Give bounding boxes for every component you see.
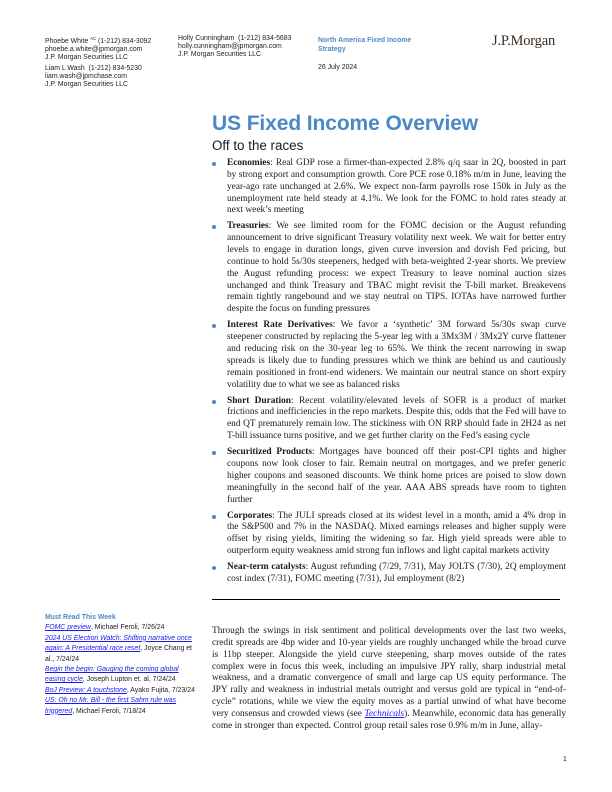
bullet-dot-icon bbox=[212, 225, 216, 229]
bullet-treasuries bbox=[212, 221, 566, 316]
page-number: 1 bbox=[563, 756, 567, 763]
author-firm: J.P. Morgan Securities LLC bbox=[178, 51, 261, 59]
department-label: North America Fixed Income Strategy bbox=[318, 37, 412, 53]
section-divider bbox=[212, 599, 560, 600]
bullet-text: : We see limited room for the FOMC decision or the August refunding announcement to drive significant Treasury volatility next week. We wait for better entry levels to engage in duration longs, given curve inversion and dovish Fed pricing, but continue to hold 5s/30s steepeners, hedged with beta-weighted 2-year shorts. We preview the August refunding process: we expect Treasury to leave nominal auction sizes unchanged and think Treasury and TBAC might revisit the T-bill market. Breakevens remain tightly rangebound and we stay neutral on TIPS. IOTAs have narrowed further despite the focus on funding pressures bbox=[227, 221, 566, 315]
bullet-dot-icon bbox=[212, 451, 216, 455]
author-name: Holly Cunningham bbox=[178, 35, 235, 42]
sidebar-link[interactable]: BoJ Preview: A touchstone bbox=[45, 686, 127, 694]
page-title: US Fixed Income Overview bbox=[212, 112, 479, 135]
sidebar-item bbox=[45, 623, 195, 633]
sidebar-link[interactable]: 2024 US Election Watch: Shifting narrative once again: A Presidential race reset bbox=[45, 634, 192, 653]
body-text-before: Through the swings in risk sentiment and political developments over the last two weeks, credit spreads are 4bp wider and 10-year yields are roughly unchanged while the broad curve is 11bp steeper. Alongside the yield curve steepening, sharp moves outside of the rates complex were in focus this week, including an impulsive JPY rally, sharp industrial metal weakness, and a dramatic convergence of small and large cap US equity performance. The JPY rally and weakness in industrial metals outright and versus gold are typical in “end-of-cycle” rotations, while we view the equity moves as a partial unwind of what have become very consensus and crowded views (see bbox=[212, 626, 566, 719]
author-card bbox=[45, 65, 151, 90]
sidebar-item bbox=[45, 696, 195, 717]
bullet-text: : Real GDP rose a firmer-than-expected 2.8% q/q saar in 2Q, boosted in part by strong export and consumption growth. Core PCE rose 0.18% m/m in June, leaving the year-ago rate unchanged at 2.6%. We expect non-farm payrolls rose 150k in July as the unemployment rate held steady at 4.1%. We look for the FOMC to hold rates steady at next week’s meeting bbox=[227, 158, 566, 216]
sidebar-byline: , Michael Feroli, 7/26/24 bbox=[90, 624, 165, 632]
bullet-text: : The JULI spreads closed at its widest level in a month, amid a 4% drop in the S&P500 and 7% in the NASDAQ. Mixed earnings releases and higher supply were offset by rising yields, limiting the widening so far. High yield spreads were able to outperform equity weakness amid strong fun inflows and light capital markets activity bbox=[227, 510, 566, 557]
bullet-text: : Recent volatility/elevated levels of SOFR is a product of market frictions and inefficiencies in the repo markets. Despite this, odds that the Fed will have to end QT prematurely remain low. The stickiness with ON RRP should fade in 2H24 as net T-bill issuance turns positive, and we get further clarity on the Fed’s easing cycle bbox=[227, 395, 566, 442]
bullet-label: Near-term catalysts bbox=[227, 562, 306, 573]
publication-date: 26 July 2024 bbox=[318, 64, 358, 71]
bullet-dot-icon bbox=[212, 566, 216, 570]
author-card bbox=[45, 35, 151, 63]
bullet-label: Economies bbox=[227, 158, 271, 168]
bullet-near-term-catalysts bbox=[212, 562, 566, 586]
sidebar-byline: , Joyce Chang et al., 7/24/24 bbox=[45, 645, 192, 663]
author-email[interactable]: phoebe.a.white@jpmorgan.com bbox=[45, 46, 143, 54]
must-read-sidebar bbox=[45, 613, 195, 717]
bullet-label: Short Duration bbox=[227, 395, 292, 406]
author-firm: J.P. Morgan Securities LLC bbox=[45, 54, 128, 62]
sidebar-link[interactable]: Begin the begin: Gauging the coming global easing cycle bbox=[45, 666, 179, 684]
sidebar-item bbox=[45, 634, 195, 665]
author-contacts-left bbox=[45, 35, 151, 91]
bullet-text: : We favor a ‘synthetic’ 3M forward 5s/30s swap curve steepener constructed by replacing the 5-year leg with a 3Mx3M / 3Mx2Y curve flattener and reducing risk on the 30-year leg to 65%. We think the recent narrowing in swap spreads is likely due to funding pressures which we think are behind us and cautiously remain positioned in front-end wideners. We maintain our neutral stance on short expiry volatility due to what we see as balanced risks bbox=[227, 320, 567, 390]
sidebar-link[interactable]: US: Oh no Mr. Bill - the first Sahm rule was triggered bbox=[45, 697, 177, 715]
bullet-label: Treasuries bbox=[227, 221, 269, 232]
bullet-label: Securitized Products bbox=[227, 447, 313, 458]
page-subtitle: Off to the races bbox=[212, 138, 304, 153]
bullet-label: Interest Rate Derivatives bbox=[227, 320, 333, 331]
body-text-after: ). Meanwhile, economic data has generally come in stronger than expected. Control group retail sales rose 0.9% m/m in June, allay- bbox=[212, 708, 566, 731]
bullet-corporates bbox=[212, 511, 566, 558]
bullet-text: : Mortgages have bounced off their post-CPI tights and higher coupons now look closer to fair. Remain neutral on mortgages, and we prefer generic higher coupons and seasoned discounts. We think home prices are poised to slow down meaningfully in the second half of the year. AAA ABS spreads have room to tighten further bbox=[227, 447, 566, 505]
summary-bullets bbox=[212, 158, 566, 590]
sidebar-byline: , Michael Feroli, 7/18/24 bbox=[72, 707, 146, 715]
sidebar-byline: , Joseph Lupton et. al, 7/24/24 bbox=[82, 676, 176, 684]
sidebar-item bbox=[45, 686, 195, 696]
author-phone: (1-212) 834-3092 bbox=[97, 38, 152, 45]
author-contacts-right bbox=[178, 35, 291, 60]
bullet-dot-icon bbox=[212, 324, 216, 328]
author-firm: J.P. Morgan Securities LLC bbox=[45, 81, 128, 89]
bullet-short-duration bbox=[212, 396, 566, 443]
author-email[interactable]: holly.cunningham@jpmorgan.com bbox=[178, 43, 282, 51]
sidebar-heading: Must Read This Week bbox=[45, 614, 116, 621]
sidebar-link[interactable]: FOMC preview bbox=[45, 624, 91, 632]
author-card bbox=[178, 35, 291, 60]
bullet-label: Corporates bbox=[227, 510, 273, 521]
body-paragraph bbox=[212, 626, 566, 733]
author-name: Liam L Wash bbox=[45, 64, 85, 72]
bullet-dot-icon bbox=[212, 400, 216, 404]
bullet-text: : August refunding (7/29, 7/31), May JOLTS (7/30), 2Q employment cost index (7/31), FOMC meeting (7/31), Jul employment (8/2) bbox=[227, 562, 566, 584]
bullet-dot-icon bbox=[212, 515, 216, 519]
author-phone: (1-212) 834-5230 bbox=[88, 64, 142, 72]
technicals-link[interactable]: Technicals bbox=[364, 708, 405, 719]
jpmorgan-logo: J.P.Morgan bbox=[492, 33, 555, 49]
bullet-dot-icon bbox=[212, 162, 216, 166]
sidebar-byline: , Ayako Fujita, 7/23/24 bbox=[126, 686, 195, 694]
author-phone: (1-212) 834-5683 bbox=[238, 35, 292, 42]
bullet-economies bbox=[212, 158, 566, 217]
bullet-interest-rate-derivatives bbox=[212, 320, 566, 391]
bullet-securitized-products bbox=[212, 447, 566, 506]
analyst-cert-mark: AC bbox=[90, 36, 97, 41]
sidebar-item bbox=[45, 665, 195, 686]
author-name: Phoebe White bbox=[45, 38, 89, 45]
author-email[interactable]: liam.wash@jpmchase.com bbox=[45, 72, 128, 80]
